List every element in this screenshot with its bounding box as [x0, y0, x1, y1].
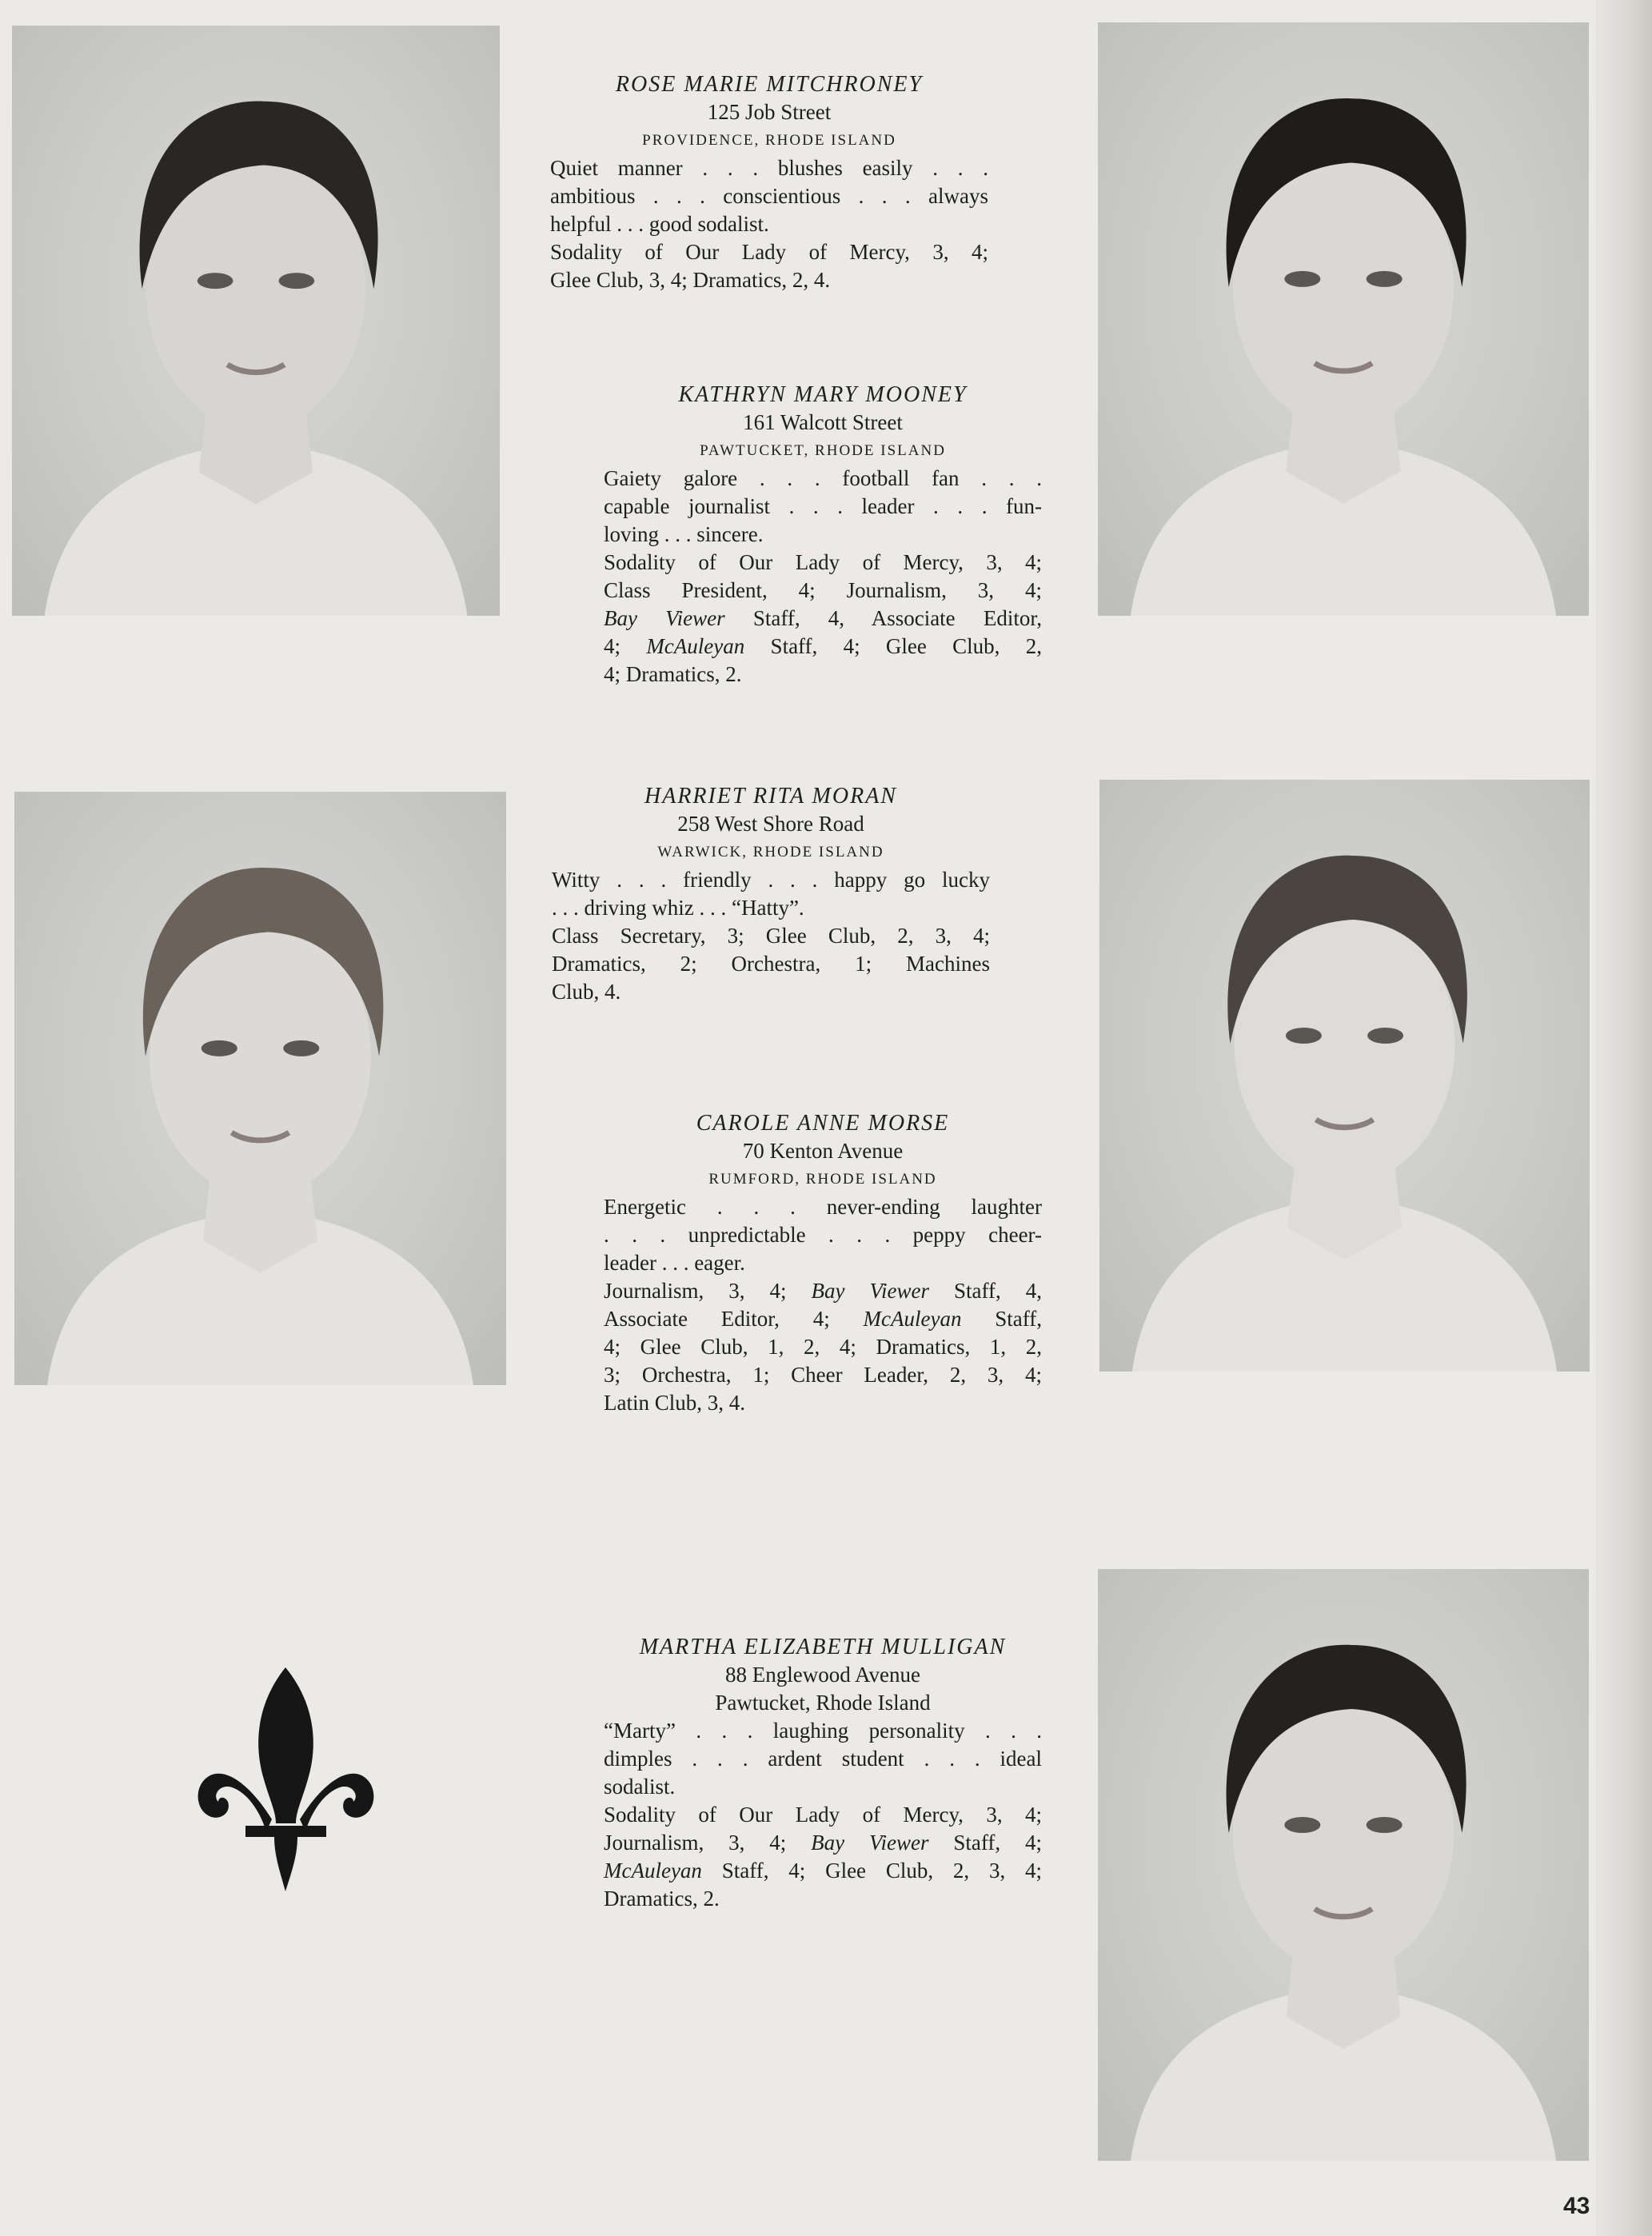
portrait-photo-moran [14, 792, 506, 1385]
student-name: CAROLE ANNE MORSE [696, 1111, 950, 1136]
description-line: dimples . . . ardent student . . . ideal [604, 1747, 1042, 1771]
portrait-photo-morse [1099, 780, 1590, 1372]
description-line: Dramatics, 2. [604, 1887, 720, 1911]
portrait-photo-mitchroney [12, 26, 500, 616]
page-number: 43 [1563, 2193, 1590, 2219]
description-line: helpful . . . good sodalist. [550, 212, 769, 236]
description-line: Sodality of Our Lady of Mercy, 3, 4; [550, 240, 988, 264]
description-line: 4; Glee Club, 1, 2, 4; Dramatics, 1, 2, [604, 1335, 1042, 1359]
page-spine-shadow [1596, 0, 1652, 2236]
student-name: ROSE MARIE MITCHRONEY [615, 72, 924, 97]
student-street: 258 West Shore Road [677, 812, 864, 836]
description-line: . . . unpredictable . . . peppy cheer- [604, 1223, 1042, 1247]
student-name: KATHRYN MARY MOONEY [678, 382, 968, 407]
description-line: Associate Editor, 4; McAuleyan Staff, [604, 1307, 1042, 1331]
description-line: capable journalist . . . leader . . . fun- [604, 494, 1042, 518]
student-description [604, 1193, 1042, 1417]
portrait-photo-mooney [1098, 22, 1589, 616]
student-entry-morse [604, 1109, 1042, 1417]
description-line: Journalism, 3, 4; Bay Viewer Staff, 4, [604, 1279, 1043, 1303]
student-city: PROVIDENCE, RHODE ISLAND [642, 132, 896, 149]
student-city: WARWICK, RHODE ISLAND [657, 844, 884, 860]
description-line: 4; McAuleyan Staff, 4; Glee Club, 2, [604, 634, 1042, 658]
fleur-de-lis-icon [196, 1667, 376, 1891]
student-entry-mulligan [604, 1633, 1042, 1913]
description-line: Latin Club, 3, 4. [604, 1391, 745, 1415]
student-street: 125 Job Street [707, 100, 832, 124]
description-line: Energetic . . . never-ending laughter [604, 1195, 1042, 1219]
student-street: 161 Walcott Street [743, 410, 903, 434]
description-line: Club, 4. [552, 980, 621, 1004]
student-description [604, 1717, 1042, 1913]
student-city: PAWTUCKET, RHODE ISLAND [700, 442, 946, 459]
student-description [550, 154, 988, 294]
description-line: Bay Viewer Staff, 4, Associate Editor, [604, 606, 1042, 630]
student-street: 88 Englewood Avenue [725, 1663, 920, 1687]
student-entry-mitchroney [550, 70, 988, 294]
description-line: ambitious . . . conscientious . . . always [550, 184, 988, 208]
description-line: Glee Club, 3, 4; Dramatics, 2, 4. [550, 268, 831, 292]
student-entry-mooney [604, 381, 1042, 689]
description-line: Class President, 4; Journalism, 3, 4; [604, 578, 1042, 602]
student-name: HARRIET RITA MORAN [644, 784, 897, 809]
portrait-photo-mulligan [1098, 1569, 1589, 2161]
student-name: MARTHA ELIZABETH MULLIGAN [639, 1635, 1007, 1659]
description-line: Dramatics, 2; Orchestra, 1; Machines [552, 952, 990, 976]
description-line: “Marty” . . . laughing personality . . . [604, 1719, 1042, 1743]
description-line: leader . . . eager. [604, 1251, 745, 1275]
description-line: sodalist. [604, 1775, 676, 1799]
description-line: Class Secretary, 3; Glee Club, 2, 3, 4; [552, 924, 990, 948]
student-street: 70 Kenton Avenue [742, 1139, 904, 1163]
description-line: 4; Dramatics, 2. [604, 662, 742, 686]
description-line: Gaiety galore . . . football fan . . . [604, 466, 1042, 490]
description-line: . . . driving whiz . . . “Hatty”. [552, 896, 804, 920]
description-line: loving . . . sincere. [604, 522, 764, 546]
description-line: Journalism, 3, 4; Bay Viewer Staff, 4; [604, 1831, 1043, 1855]
student-entry-moran [552, 782, 990, 1006]
student-city: Pawtucket, Rhode Island [715, 1691, 931, 1715]
description-line: Sodality of Our Lady of Mercy, 3, 4; [604, 1803, 1042, 1827]
student-city: RUMFORD, RHODE ISLAND [708, 1171, 937, 1188]
description-line: Sodality of Our Lady of Mercy, 3, 4; [604, 550, 1042, 574]
description-line: Witty . . . friendly . . . happy go lucky [552, 868, 990, 892]
description-line: 3; Orchestra, 1; Cheer Leader, 2, 3, 4; [604, 1363, 1042, 1387]
description-line: Quiet manner . . . blushes easily . . . [550, 156, 988, 180]
student-description [552, 866, 990, 1006]
description-line: McAuleyan Staff, 4; Glee Club, 2, 3, 4; [604, 1859, 1042, 1883]
student-description [604, 465, 1042, 689]
